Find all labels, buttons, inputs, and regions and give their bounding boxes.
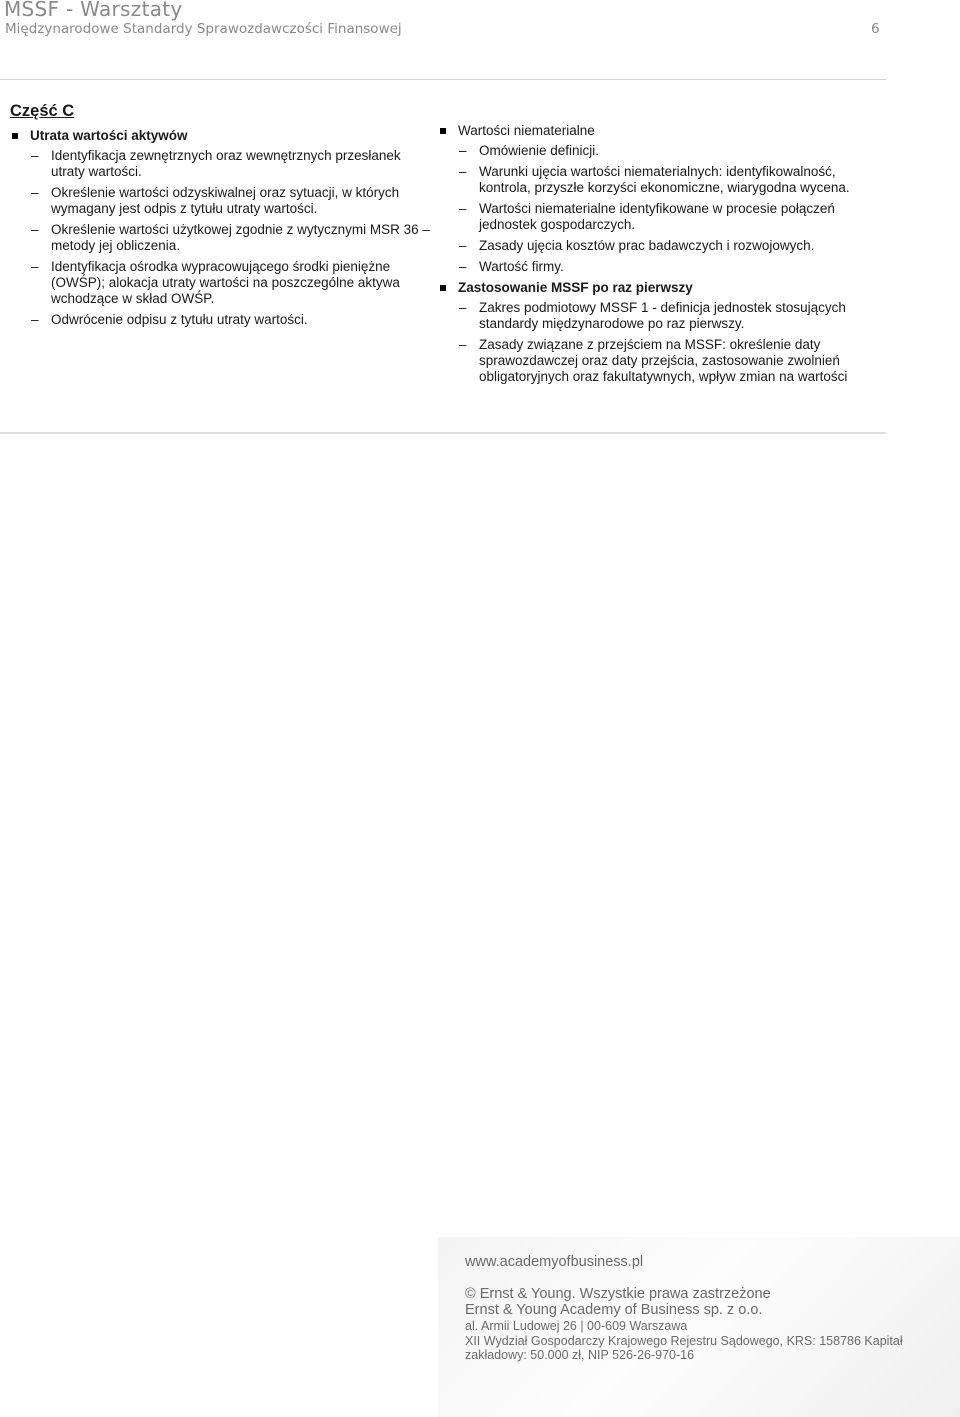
- list-item-text: Identyfikacja ośrodka wypracowującego środki pieniężne (OWŚP); alokacja utraty wartości na poszczególne aktywa wchodzące w skład OWŚP.: [51, 259, 400, 306]
- document-title: MSSF - Warsztaty: [4, 0, 183, 21]
- bullet-first-time-adoption: [438, 280, 878, 296]
- header-divider: [0, 79, 886, 80]
- dash-icon: –: [459, 337, 467, 352]
- list-item-text: Zakres podmiotowy MSSF 1 - definicja jednostek stosujących standardy międzynarodowe po raz pierwszy.: [479, 300, 846, 331]
- list-item-text: Zasady ujęcia kosztów prac badawczych i rozwojowych.: [479, 238, 815, 253]
- list-item: [438, 164, 878, 196]
- dash-icon: –: [459, 164, 467, 179]
- list-item-text: Określenie wartości użytkowej zgodnie z wytycznymi MSR 36 – metody jej obliczenia.: [51, 222, 430, 253]
- right-column: [438, 123, 878, 390]
- bullet-label: Utrata wartości aktywów: [30, 128, 188, 143]
- footer-address: al. Armii Ludowej 26 | 00-609 Warszawa: [465, 1319, 688, 1333]
- list-item: [438, 337, 878, 385]
- list-item-text: Omówienie definicji.: [479, 143, 600, 158]
- dash-icon: –: [459, 259, 467, 274]
- list-item-text: Odwrócenie odpisu z tytułu utraty wartości.: [51, 312, 308, 327]
- list-item: [438, 300, 878, 332]
- square-bullet-icon: [440, 128, 446, 134]
- list-item-text: Warunki ujęcia wartości niematerialnych: identyfikowalność, kontrola, przyszłe korzyści ekonomiczne, wiarygodna wycena.: [479, 164, 850, 195]
- list-item: [10, 148, 430, 180]
- bullet-impairment: [10, 128, 430, 144]
- footer-copyright: © Ernst & Young. Wszystkie prawa zastrzeżone: [465, 1286, 771, 1302]
- dash-icon: –: [459, 238, 467, 253]
- footer-capital: zakładowy: 50.000 zł, NIP 526-26-970-16: [465, 1348, 695, 1362]
- dash-icon: –: [31, 259, 39, 274]
- section-title: Część C: [10, 102, 75, 120]
- list-item-text: Identyfikacja zewnętrznych oraz wewnętrznych przesłanek utraty wartości.: [51, 148, 401, 179]
- list-item-text: Zasady związane z przejściem na MSSF: określenie daty sprawozdawczej oraz daty przejścia, zastosowanie zwolnień obligatoryjnych oraz fakultatywnych, wpływ zmian na wartości: [479, 337, 848, 384]
- dash-icon: –: [459, 201, 467, 216]
- footer-company: Ernst & Young Academy of Business sp. z o.o.: [465, 1302, 763, 1318]
- content-divider: [0, 432, 886, 434]
- list-item: [438, 201, 878, 233]
- list-item: [10, 312, 430, 328]
- dash-icon: –: [459, 143, 467, 158]
- footer-registry: XII Wydział Gospodarczy Krajowego Rejestru Sądowego, KRS: 158786 Kapitał: [465, 1334, 903, 1348]
- list-item-text: Wartość firmy.: [479, 259, 564, 274]
- list-item-text: Określenie wartości odzyskiwalnej oraz sytuacji, w których wymagany jest odpis z tytułu utraty wartości.: [51, 185, 400, 216]
- list-item: [438, 143, 878, 159]
- square-bullet-icon: [440, 285, 446, 291]
- left-column: [10, 102, 430, 333]
- bullet-intangibles: [438, 123, 878, 139]
- dash-icon: –: [31, 185, 39, 200]
- dash-icon: –: [31, 312, 39, 327]
- footer-website[interactable]: www.academyofbusiness.pl: [465, 1254, 644, 1270]
- dash-icon: –: [31, 222, 39, 237]
- dash-icon: –: [31, 148, 39, 163]
- list-item: [10, 222, 430, 254]
- dash-icon: –: [459, 300, 467, 315]
- page-number: 6: [871, 21, 880, 37]
- bullet-label: Wartości niematerialne: [458, 123, 595, 138]
- list-item-text: Wartości niematerialne identyfikowane w procesie połączeń jednostek gospodarczych.: [479, 201, 835, 232]
- list-item: [438, 238, 878, 254]
- list-item: [438, 259, 878, 275]
- list-item: [10, 185, 430, 217]
- document-subtitle: Międzynarodowe Standardy Sprawozdawczości Finansowej: [5, 21, 402, 37]
- bullet-label: Zastosowanie MSSF po raz pierwszy: [458, 280, 693, 295]
- square-bullet-icon: [12, 133, 18, 139]
- list-item: [10, 259, 430, 307]
